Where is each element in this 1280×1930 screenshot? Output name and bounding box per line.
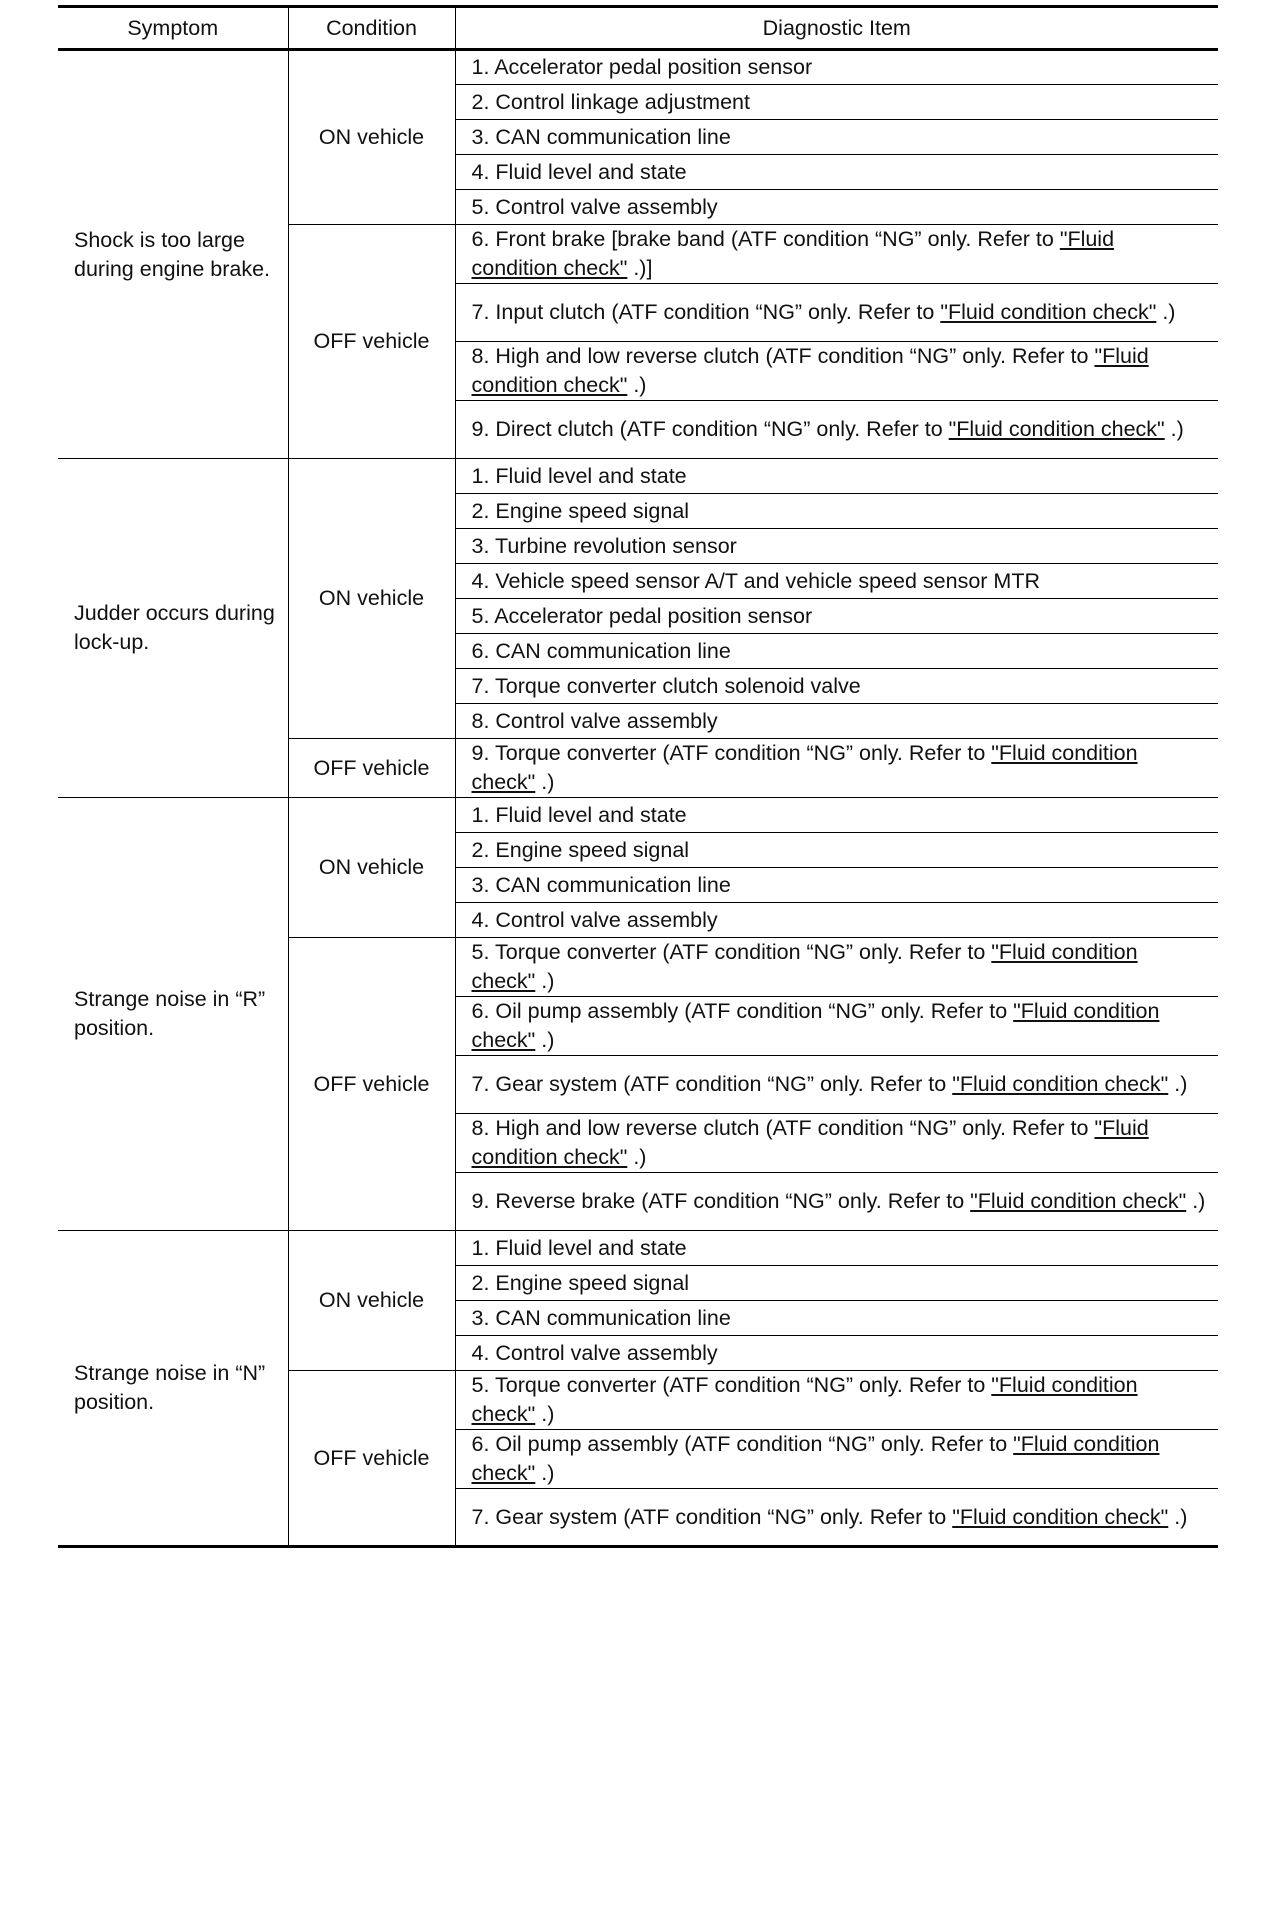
diagnostic-item-suffix: .)	[1168, 1072, 1188, 1096]
diagnostic-item-text: 4. Vehicle speed sensor A/T and vehicle speed sensor MTR	[471, 568, 1040, 593]
diagnostic-item-text: 1. Accelerator pedal position sensor	[471, 55, 813, 79]
diagnostic-item-cell	[455, 1430, 1218, 1489]
diagnostic-item-text: 1. Fluid level and state	[471, 802, 687, 827]
fluid-condition-check-link[interactable]: "Fluid condition check"	[471, 1116, 1149, 1169]
diagnostic-item-cell	[455, 798, 1218, 833]
diagnostic-item-text: 3. CAN communication line	[471, 872, 731, 897]
diagnostic-item-text: 4. Fluid level and state	[471, 159, 687, 184]
table-row	[58, 459, 1218, 494]
diagnostic-item-text: 8. High and low reverse clutch (ATF condition “NG” only. Refer to	[471, 344, 1095, 368]
diagnostic-item-cell	[455, 1336, 1218, 1371]
diagnosis-table	[58, 5, 1218, 1548]
table-row	[58, 1231, 1218, 1266]
diagnostic-item-text: 4. Control valve assembly	[471, 907, 718, 932]
diagnostic-item-text: 9. Direct clutch (ATF condition “NG” only. Refer to	[471, 417, 949, 441]
diagnostic-item-cell	[455, 599, 1218, 634]
diagnostic-item-cell	[455, 669, 1218, 704]
diagnostic-item-cell	[455, 85, 1218, 120]
diagnostic-item-text: 4. Control valve assembly	[471, 1340, 718, 1365]
diagnostic-item-text: 1. Fluid level and state	[471, 1235, 687, 1260]
header-diagnostic-item: Diagnostic Item	[455, 7, 1218, 50]
diagnostic-item-text: 3. Turbine revolution sensor	[471, 533, 737, 558]
fluid-condition-check-link[interactable]: "Fluid condition check"	[952, 1072, 1169, 1096]
diagnostic-item-cell	[455, 225, 1218, 284]
diagnostic-item-cell	[455, 1489, 1218, 1547]
diagnostic-item-text: 8. Control valve assembly	[471, 708, 718, 733]
table-row	[58, 50, 1218, 85]
table-body	[58, 50, 1218, 1547]
diagnostic-item-cell	[455, 1371, 1218, 1430]
diagnostic-item-suffix: .)	[535, 1028, 555, 1052]
condition-cell: ON vehicle	[288, 1231, 455, 1371]
diagnostic-item-cell	[455, 284, 1218, 342]
diagnostic-item-text: 5. Torque converter (ATF condition “NG” only. Refer to	[471, 1373, 992, 1397]
diagnostic-item-cell	[455, 1266, 1218, 1301]
condition-cell: ON vehicle	[288, 798, 455, 938]
header-row	[58, 7, 1218, 50]
fluid-condition-check-link[interactable]: "Fluid condition check"	[471, 940, 1138, 993]
diagnostic-item-text: 2. Engine speed signal	[471, 837, 690, 862]
diagnostic-item-suffix: .)	[627, 373, 647, 397]
diagnostic-item-text: 7. Gear system (ATF condition “NG” only. Refer to	[471, 1504, 953, 1529]
fluid-condition-check-link[interactable]: "Fluid condition check"	[940, 300, 1157, 324]
condition-cell: ON vehicle	[288, 459, 455, 739]
diagnostic-item-cell	[455, 634, 1218, 669]
diagnostic-item-cell	[455, 833, 1218, 868]
diagnostic-item-cell	[455, 50, 1218, 85]
diagnostic-item-suffix: .)	[535, 1402, 555, 1426]
diagnostic-item-text: 7. Gear system (ATF condition “NG” only. Refer to	[471, 1072, 953, 1096]
diagnostic-item-cell	[455, 401, 1218, 459]
condition-cell: ON vehicle	[288, 50, 455, 225]
diagnostic-item-cell	[455, 529, 1218, 564]
condition-cell: OFF vehicle	[288, 938, 455, 1231]
diagnostic-item-cell	[455, 155, 1218, 190]
diagnostic-item-suffix: .)	[535, 969, 555, 993]
diagnostic-item-text: 3. CAN communication line	[471, 124, 731, 149]
diagnostic-item-cell	[455, 997, 1218, 1056]
symptom-cell: Judder occurs during lock-up.	[74, 601, 275, 654]
diagnostic-item-cell	[455, 938, 1218, 997]
symptom-cell: Strange noise in “R” position.	[74, 987, 266, 1040]
table-row	[58, 798, 1218, 833]
fluid-condition-check-link[interactable]: "Fluid condition check"	[471, 1432, 1160, 1485]
diagnostic-item-cell	[455, 459, 1218, 494]
fluid-condition-check-link[interactable]: "Fluid condition check"	[970, 1189, 1187, 1213]
diagnostic-item-cell	[455, 494, 1218, 529]
condition-cell: OFF vehicle	[288, 1371, 455, 1547]
diagnostic-item-text: 6. CAN communication line	[471, 638, 731, 663]
diagnostic-item-cell	[455, 1114, 1218, 1173]
header-condition: Condition	[288, 7, 455, 50]
fluid-condition-check-link[interactable]: "Fluid condition check"	[471, 344, 1149, 397]
diagnostic-item-cell	[455, 868, 1218, 903]
diagnostic-item-suffix: .)	[535, 1461, 555, 1485]
diagnostic-item-suffix: .)	[1156, 300, 1176, 324]
diagnostic-item-cell	[455, 342, 1218, 401]
diagnostic-item-text: 6. Oil pump assembly (ATF condition “NG” only. Refer to	[471, 999, 1014, 1023]
diagnostic-item-text: 8. High and low reverse clutch (ATF condition “NG” only. Refer to	[471, 1116, 1095, 1140]
fluid-condition-check-link[interactable]: "Fluid condition check"	[471, 227, 1115, 280]
diagnostic-item-cell	[455, 704, 1218, 739]
condition-cell: OFF vehicle	[288, 225, 455, 459]
diagnostic-item-text: 7. Torque converter clutch solenoid valve	[471, 673, 861, 698]
diagnostic-item-cell	[455, 903, 1218, 938]
diagnostic-item-text: 9. Torque converter (ATF condition “NG” only. Refer to	[471, 741, 992, 765]
diagnostic-item-cell	[455, 1056, 1218, 1114]
diagnostic-item-cell	[455, 739, 1218, 798]
diagnostic-item-cell	[455, 1231, 1218, 1266]
diagnostic-item-suffix: .)	[1168, 1504, 1188, 1529]
diagnostic-item-text: 6. Front brake [brake band (ATF condition “NG” only. Refer to	[471, 227, 1060, 251]
diagnostic-item-cell	[455, 190, 1218, 225]
fluid-condition-check-link[interactable]: "Fluid condition check"	[471, 1373, 1138, 1426]
symptom-cell: Strange noise in “N” position.	[74, 1361, 266, 1414]
diagnostic-item-text: 5. Accelerator pedal position sensor	[471, 603, 813, 628]
diagnostic-item-suffix: .)	[1186, 1189, 1206, 1213]
diagnostic-item-text: 3. CAN communication line	[471, 1305, 731, 1330]
diagnostic-item-text: 5. Control valve assembly	[471, 194, 718, 219]
diagnostic-item-suffix: .)	[1164, 417, 1184, 441]
fluid-condition-check-link[interactable]: "Fluid condition check"	[948, 417, 1165, 441]
diagnostic-item-text: 2. Engine speed signal	[471, 1270, 690, 1295]
diagnostic-item-cell	[455, 1301, 1218, 1336]
diagnostic-item-cell	[455, 120, 1218, 155]
diagnostic-item-cell	[455, 564, 1218, 599]
header-symptom: Symptom	[58, 7, 288, 50]
condition-cell: OFF vehicle	[288, 739, 455, 798]
diagnostic-item-text: 7. Input clutch (ATF condition “NG” only. Refer to	[471, 300, 941, 324]
diagnostic-item-suffix: .)	[627, 1145, 647, 1169]
diagnostic-item-text: 2. Control linkage adjustment	[471, 89, 750, 114]
fluid-condition-check-link[interactable]: "Fluid condition check"	[952, 1504, 1169, 1529]
fluid-condition-check-link[interactable]: "Fluid condition check"	[471, 999, 1160, 1052]
diagnostic-item-text: 5. Torque converter (ATF condition “NG” only. Refer to	[471, 940, 992, 964]
diagnostic-item-text: 2. Engine speed signal	[471, 498, 690, 523]
diagnostic-item-text: 6. Oil pump assembly (ATF condition “NG” only. Refer to	[471, 1432, 1014, 1456]
diagnostic-item-text: 1. Fluid level and state	[471, 463, 687, 488]
fluid-condition-check-link[interactable]: "Fluid condition check"	[471, 741, 1138, 794]
diagnostic-item-suffix: .)	[535, 770, 555, 794]
symptom-cell: Shock is too large during engine brake.	[74, 227, 271, 281]
diagnostic-item-suffix: .)]	[627, 256, 653, 280]
diagnostic-item-text: 9. Reverse brake (ATF condition “NG” only. Refer to	[471, 1189, 971, 1213]
diagnostic-item-cell	[455, 1173, 1218, 1231]
